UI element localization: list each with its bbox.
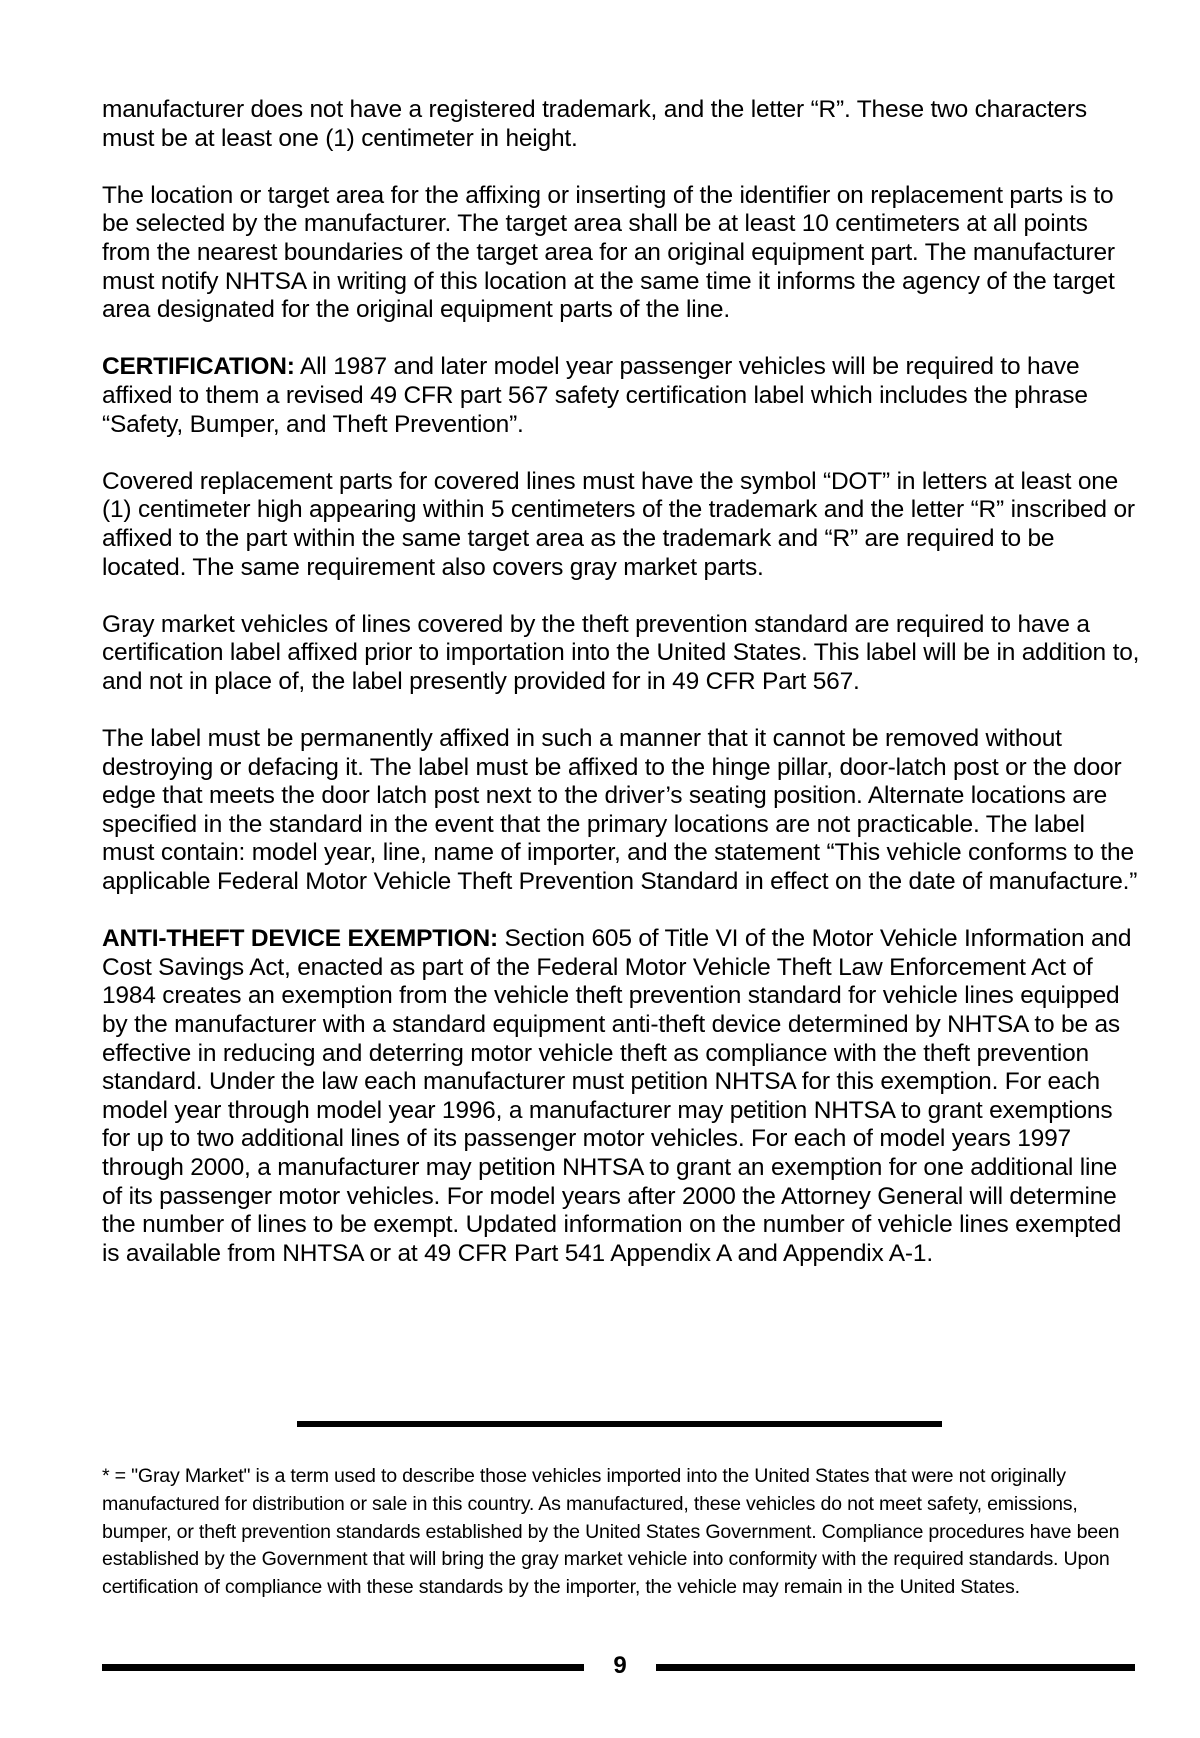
footer-bar-left [102,1664,584,1671]
paragraph-anti-theft-exemption [102,925,1142,1268]
page-number: 9 [613,1652,627,1679]
paragraph-replacement-parts: Covered replacement parts for covered lines must have the symbol “DOT” in letters at least one (1) centimeter high appearing within 5 centimeters of the trademark and the letter “R” inscribed or affixed to the part within the same target area as the trademark and “R” are required to be located. The same requirement also covers gray market parts. [102,467,1135,581]
exemption-heading: ANTI-THEFT DEVICE EXEMPTION: [102,925,498,953]
footer-bar-right [656,1664,1135,1671]
certification-heading: CERTIFICATION: [102,353,295,381]
paragraph-gray-market-vehicles: Gray market vehicles of lines covered by the theft prevention standard are required to have a certification label affixed prior to importation into the United States. This label will be in addition to, and not in place of, the label presently provided for in 49 CFR Part 567. [102,610,1140,695]
paragraph-trademark-height: manufacturer does not have a registered trademark, and the letter “R”. These two characters must be at least one (1) centimeter in height. [102,96,1087,152]
paragraph-certification [102,353,1142,439]
body-text [102,96,1142,1297]
certification-text: All 1987 and later model year passenger vehicles will be required to have affixed to them a revised 49 CFR part 567 safety certification label which includes the phrase “Safety, Bumper, and Theft Prevention”. [102,353,1088,438]
paragraph-target-area: The location or target area for the affixing or inserting of the identifier on replacement parts is to be selected by the manufacturer. The target area shall be at least 10 centimeters at all points from the nearest boundaries of the target area for an original equipment part. The manufacturer must notify NHTSA in writing of this location at the same time it informs the agency of the target area designated for the original equipment parts of the line. [102,181,1115,324]
exemption-text: Section 605 of Title VI of the Motor Vehicle Information and Cost Savings Act, enacted as part of the Federal Motor Vehicle Theft Law Enforcement Act of 1984 creates an exemption from the vehicle theft prevention standard for vehicle lines equipped by the manufacturer with a standard equipment anti-theft device determined by NHTSA to be as effective in reducing and deterring motor vehicle theft as compliance with the theft prevention standard. Under the law each manufacturer must petition NHTSA for this exemption. For each model year through model year 1996, a manufacturer may petition NHTSA to grant exemptions for up to two additional lines of its passenger motor vehicles. For each of model years 1997 through 2000, a manufacturer may petition NHTSA to grant an exemption for one additional line of its passenger motor vehicles. For model years after 2000 the Attorney General will determine the number of lines to be exempt. Updated information on the number of vehicle lines exempted is available from NHTSA or at 49 CFR Part 541 Appendix A and Appendix A-1. [102,925,1132,1267]
footnote-text: * = "Gray Market" is a term used to describe those vehicles imported into the United States that were not originally manufactured for distribution or sale in this country. As manufactured, these vehicles do not meet safety, emissions, bumper, or theft prevention standards established by the United States Government. Compliance procedures have been established by the Government that will bring the gray market vehicle into conformity with the required standards. Upon certification of compliance with these standards by the importer, the vehicle may remain in the United States. [102,1465,1120,1599]
paragraph-label-placement: The label must be permanently affixed in such a manner that it cannot be removed without destroying or defacing it. The label must be affixed to the hinge pillar, door-latch post or the door edge that meets the door latch post next to the driver’s seating position. Alternate locations are specified in the standard in the event that the primary locations are not practicable. The label must contain: model year, line, name of importer, and the statement “This vehicle conforms to the applicable Federal Motor Vehicle Theft Prevention Standard in effect on the date of manufacture.” [102,725,1138,896]
footnote [102,1463,1142,1602]
footnote-divider [297,1421,942,1427]
